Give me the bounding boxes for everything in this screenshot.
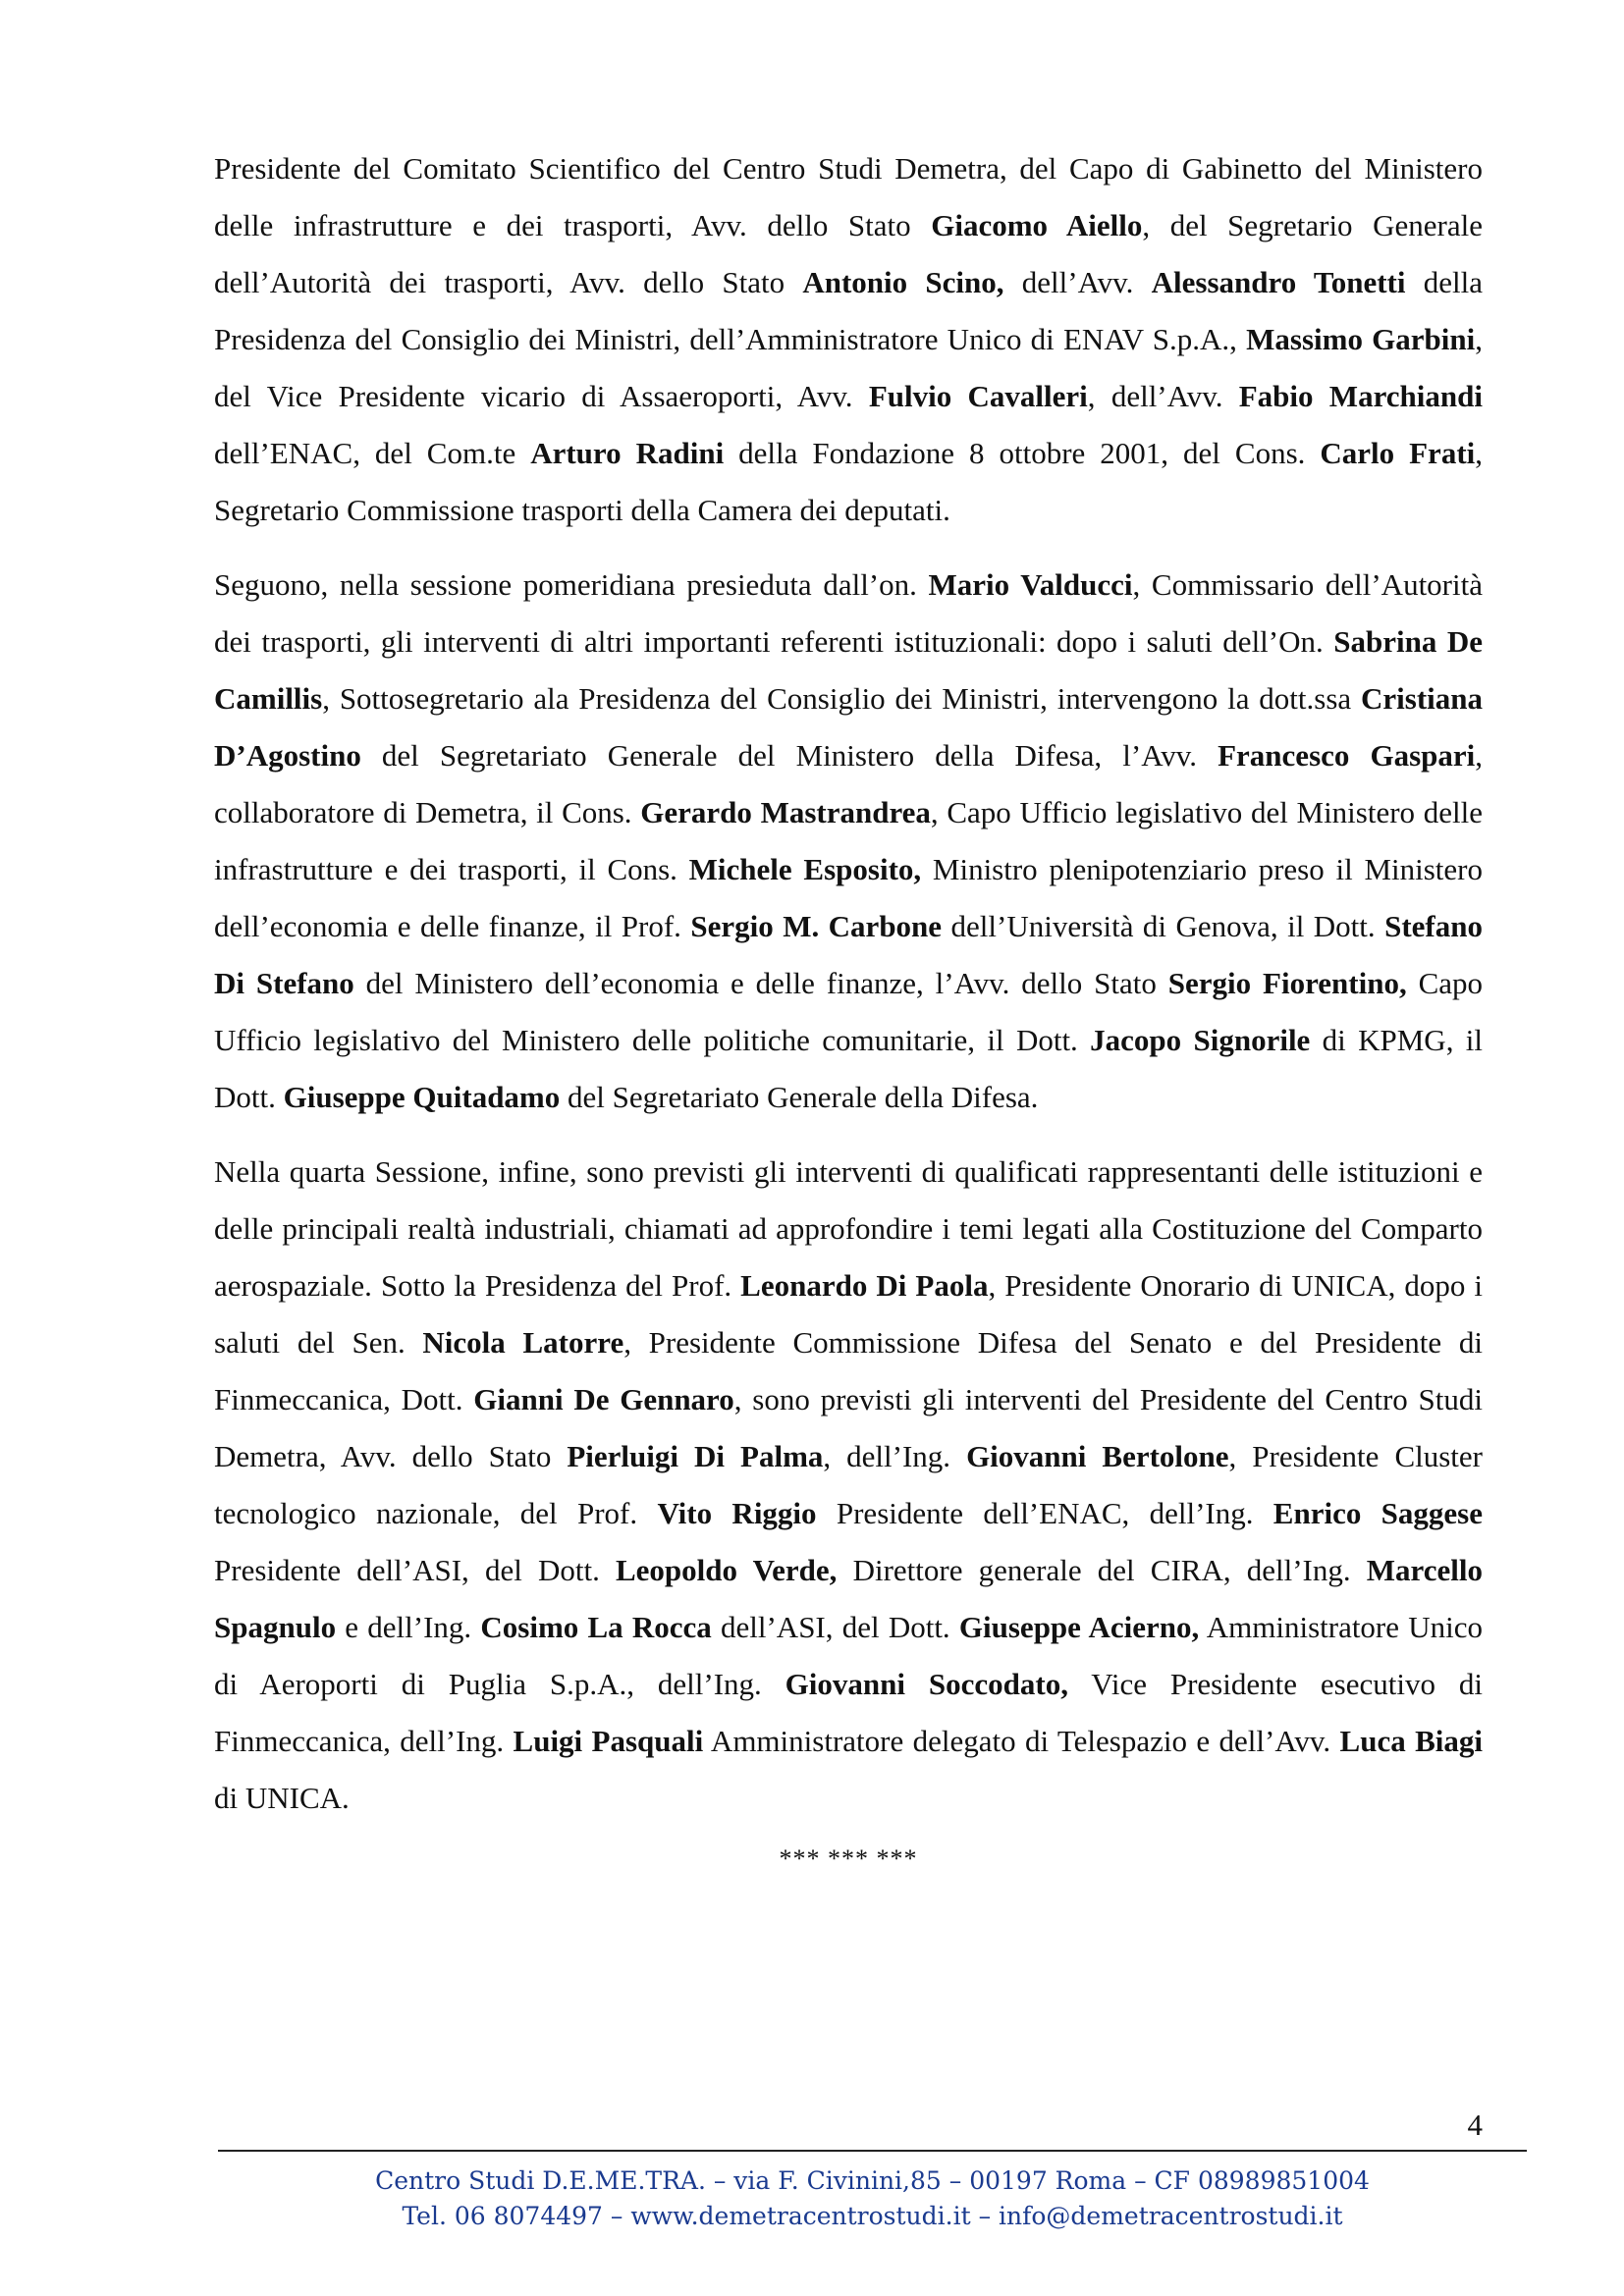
bold-name: Cosimo La Rocca [480,1610,712,1644]
paragraph-3 [214,1144,1483,1827]
bold-name: Giuseppe Quitadamo [283,1080,561,1114]
page-footer [218,2163,1527,2234]
bold-name: Sergio M. Carbone [690,909,943,943]
text-run: Direttore generale del CIRA, dell’Ing. [837,1553,1367,1587]
bold-name: Alessandro Tonetti [1151,265,1406,299]
text-run: , Sottosegretario ala Presidenza del Consiglio dei Ministri, intervengono la dott.ssa [322,681,1361,716]
bold-name: Leonardo Di Paola [740,1268,989,1303]
text-run: Nella quarta Sessione, infine, sono previsti gli interventi di qualificati rappresentanti delle istituzioni e delle principali realtà industriali, chiamati ad approfondire i temi legati alla Costituzione del Comparto aerospaziale. Sotto la Presidenza del Prof. [214,1154,1483,1303]
text-run: , collaboratore di Demetra, il Cons. [214,738,1484,829]
text-run: Presidente dell’ENAC, dell’Ing. [816,1496,1273,1530]
text-run: della Presidenza del Consiglio dei Ministri, dell’Amministratore Unico di ENAV S.p.A., [214,265,1483,356]
footer-contact-line: Tel. 06 8074497 – www.demetracentrostudi.it – info@demetracentrostudi.it [402,2202,1343,2230]
section-separator: *** *** *** [779,1844,918,1873]
bold-name: Massimo Garbini [1246,322,1476,356]
text-run: dell’ENAC, del Com.te [214,436,531,470]
text-run: , Presidente Onorario di UNICA, dopo i saluti del Sen. [214,1268,1483,1360]
bold-name: Giovanni Soccodato, [785,1667,1068,1701]
bold-name: Giacomo Aiello [931,208,1143,242]
text-run: Vice Presidente esecutivo di Finmeccanica, dell’Ing. [214,1667,1483,1758]
text-run: di KPMG, il Dott. [214,1023,1483,1114]
text-run: di UNICA. [214,1781,350,1815]
bold-name: Giuseppe Acierno, [958,1610,1200,1644]
bold-name: Enrico Saggese [1272,1496,1483,1530]
text-run: dell’Avv. [1003,265,1152,299]
text-run: del Ministero dell’economia e delle finanze, l’Avv. dello Stato [353,966,1168,1000]
bold-name: Stefano Di Stefano [214,909,1483,1000]
footer-divider [218,2150,1527,2152]
text-run: Capo Ufficio legislativo del Ministero delle politiche comunitarie, il Dott. [214,966,1484,1057]
text-run: Amministratore delegato di Telespazio e dell’Avv. [703,1724,1340,1758]
text-run: , Capo Ufficio legislativo del Ministero delle infrastrutture e dei trasporti, il Cons. [214,795,1483,886]
bold-name: Fulvio Cavalleri [868,379,1088,413]
bold-name: Jacopo Signorile [1090,1023,1311,1057]
bold-name: Michele Esposito, [688,852,922,886]
bold-name: Luigi Pasquali [513,1724,704,1758]
text-run: , Presidente Cluster tecnologico nazionale, del Prof. [214,1439,1483,1530]
text-run: della Fondazione 8 ottobre 2001, del Cons. [724,436,1321,470]
bold-name: Antonio Scino, [802,265,1004,299]
text-run: Seguono, nella sessione pomeridiana presieduta dall’on. [214,567,929,602]
text-run: dell’ASI, del Dott. [711,1610,959,1644]
text-run: , dell’Ing. [823,1439,967,1473]
bold-name: Nicola Latorre [422,1325,624,1360]
page-number: 4 [1467,2108,1483,2142]
text-run: , Commissario dell’Autorità dei trasporti, gli interventi di altri importanti referenti istituzionali: dopo i saluti dell’On. [214,567,1483,659]
bold-name: Francesco Gaspari [1218,738,1476,773]
bold-name: Vito Riggio [657,1496,817,1530]
text-run: , dell’Avv. [1087,379,1239,413]
bold-name: Sabrina De Camillis [214,624,1483,716]
text-run: Amministratore Unico di Aeroporti di Puglia S.p.A., dell’Ing. [214,1610,1483,1701]
bold-name: Fabio Marchiandi [1238,379,1483,413]
text-run: Presidente del Comitato Scientifico del Centro Studi Demetra, del Capo di Gabinetto del Ministero delle infrastrutture e dei trasporti, Avv. dello Stato [214,151,1483,242]
footer-address-line: Centro Studi D.E.ME.TRA. – via F. Civinini,85 – 00197 Roma – CF 08989851004 [375,2166,1370,2195]
bold-name: Giovanni Bertolone [966,1439,1229,1473]
bold-name: Mario Valducci [928,567,1133,602]
text-run: e dell’Ing. [336,1610,481,1644]
bold-name: Sergio Fiorentino, [1167,966,1407,1000]
text-run: Presidente dell’ASI, del Dott. [214,1553,616,1587]
text-run: , del Vice Presidente vicario di Assaeroporti, Avv. [214,322,1483,413]
bold-name: Gerardo Mastrandrea [640,795,931,829]
text-run: , Segretario Commissione trasporti della Camera dei deputati. [214,436,1484,527]
text-run: del Segretariato Generale della Difesa. [560,1080,1039,1114]
paragraph-1 [214,140,1483,539]
text-run: dell’Università di Genova, il Dott. [942,909,1385,943]
bold-name: Luca Biagi [1339,1724,1483,1758]
text-run: , Presidente Commissione Difesa del Senato e del Presidente di Finmeccanica, Dott. [214,1325,1483,1416]
text-run: Ministro plenipotenziario preso il Ministero dell’economia e delle finanze, il Prof. [214,852,1483,943]
text-run: del Segretariato Generale del Ministero della Difesa, l’Avv. [360,738,1218,773]
text-run: , del Segretario Generale dell’Autorità dei trasporti, Avv. dello Stato [214,208,1483,299]
bold-name: Gianni De Gennaro [473,1382,734,1416]
paragraph-2 [214,557,1483,1126]
bold-name: Leopoldo Verde, [616,1553,838,1587]
text-run: , sono previsti gli interventi del Presidente del Centro Studi Demetra, Avv. dello Stato [214,1382,1484,1473]
bold-name: Marcello Spagnulo [214,1553,1483,1644]
document-body [214,140,1483,1874]
bold-name: Carlo Frati [1320,436,1476,470]
bold-name: Arturo Radini [530,436,725,470]
bold-name: Cristiana D’Agostino [214,681,1483,773]
bold-name: Pierluigi Di Palma [567,1439,824,1473]
